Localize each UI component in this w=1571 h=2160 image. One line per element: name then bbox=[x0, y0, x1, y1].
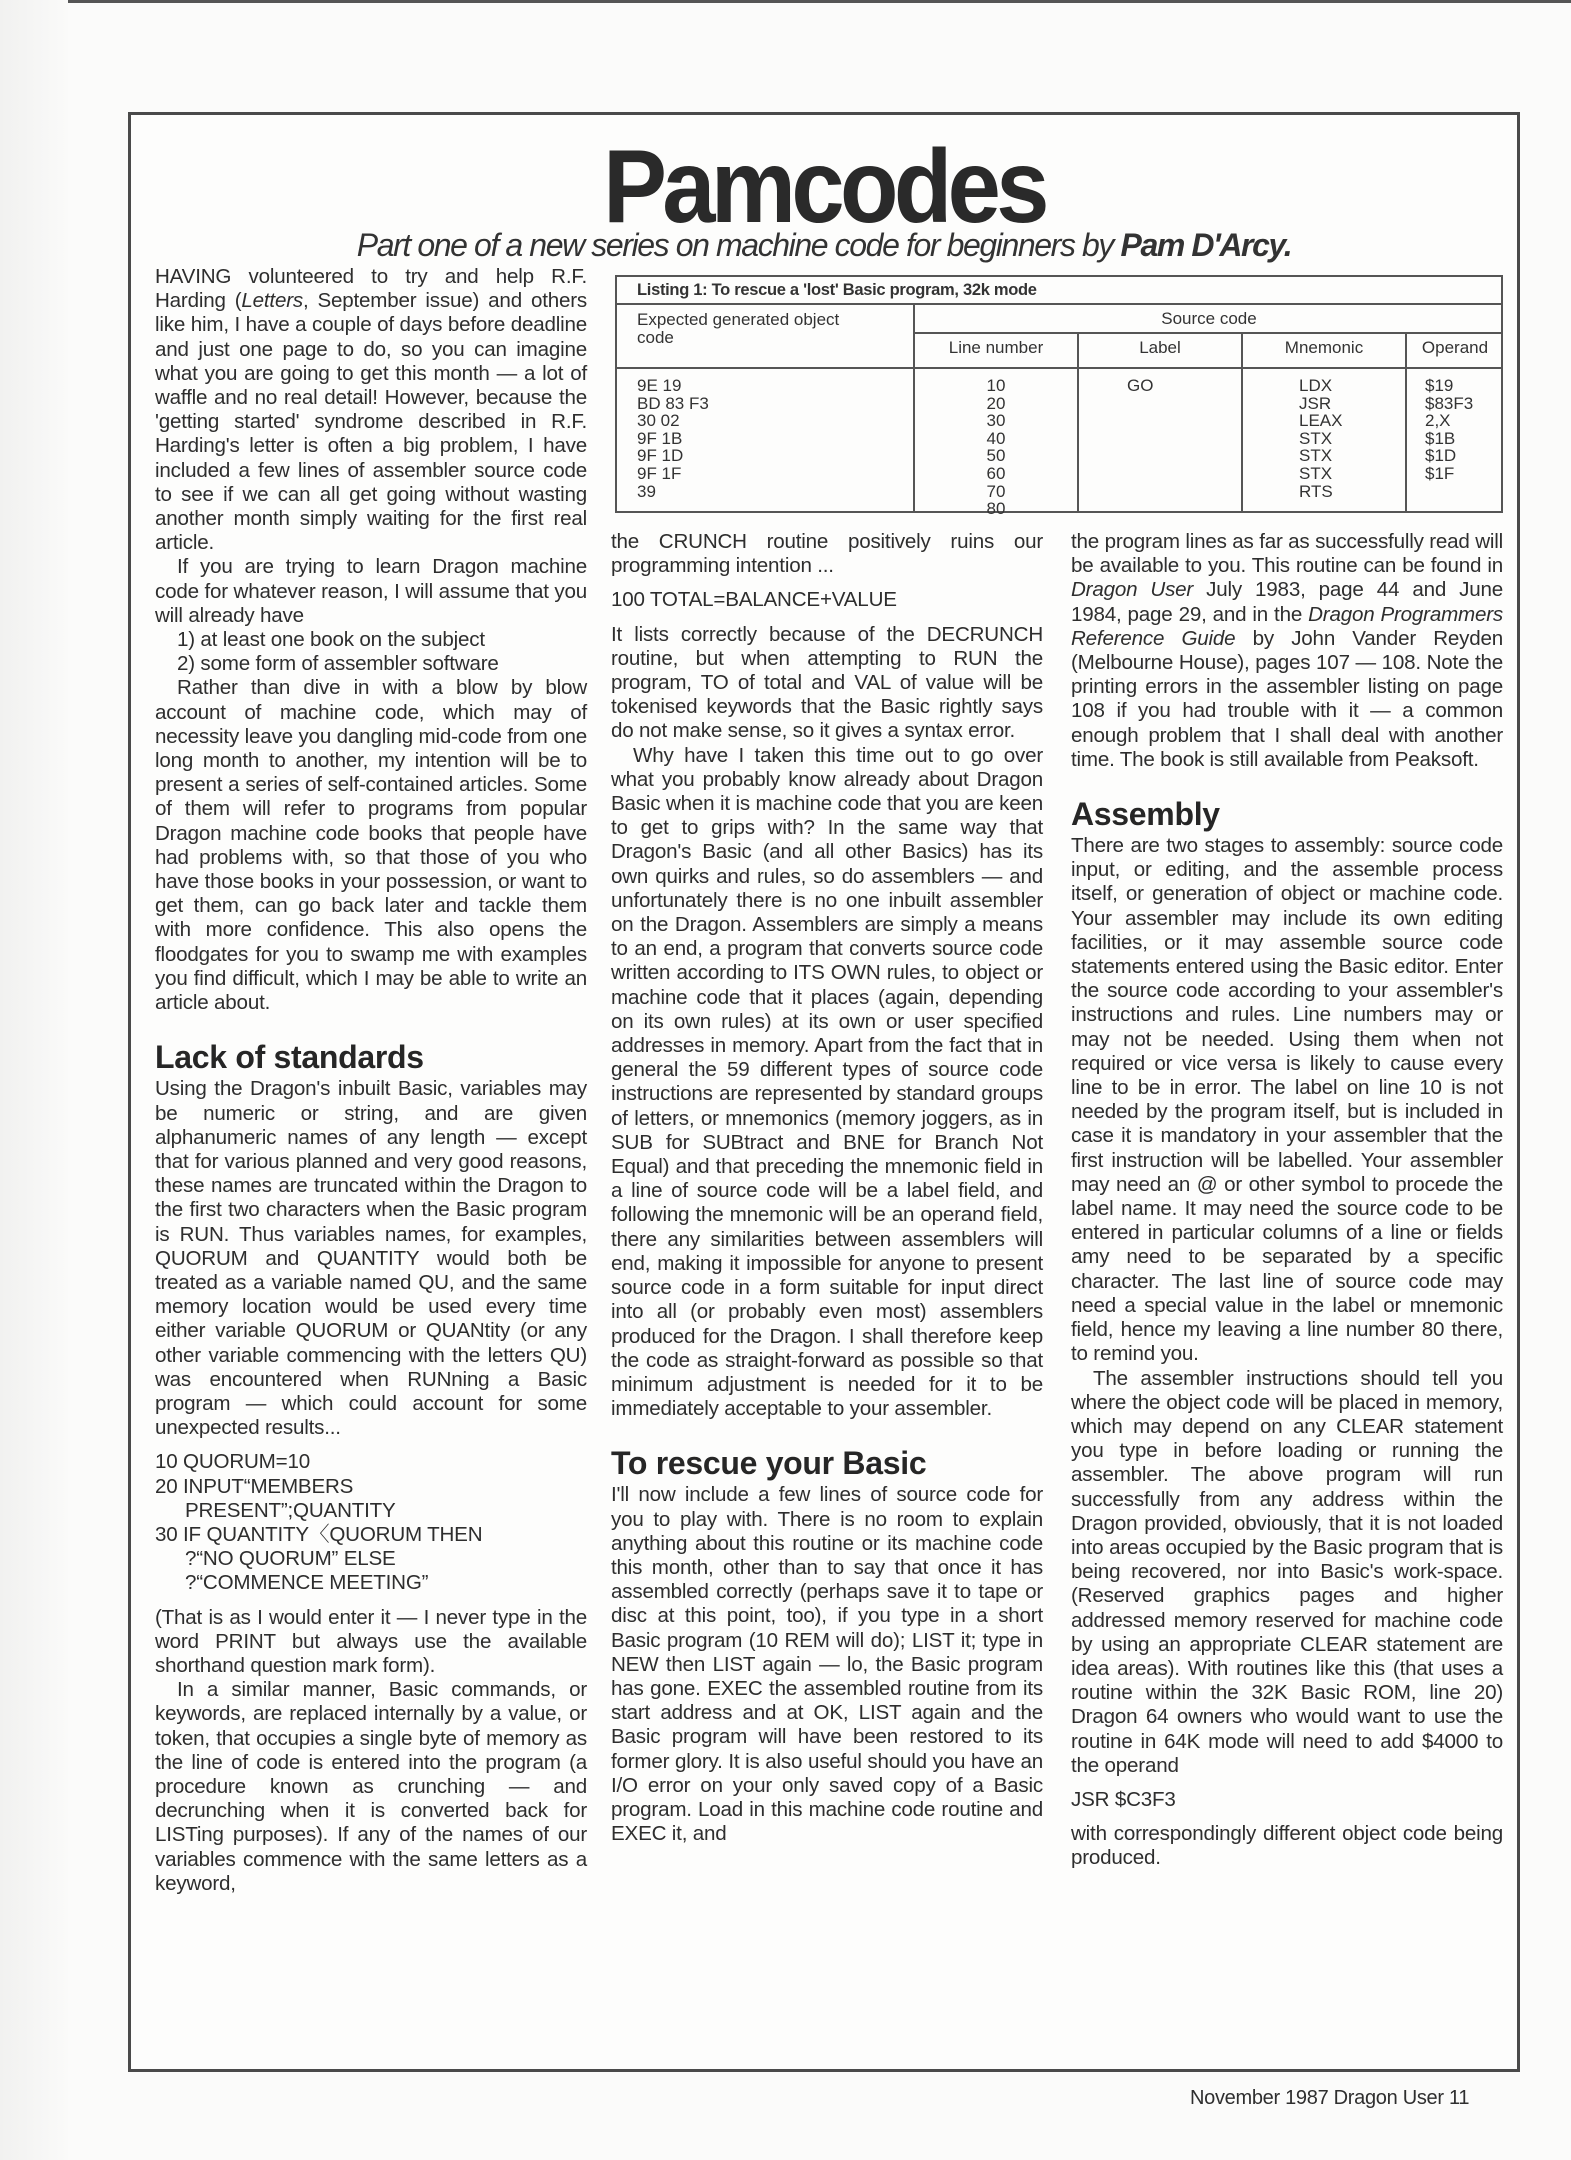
listing-cell-label bbox=[1127, 500, 1153, 518]
paragraph: In a similar manner, Basic commands, or keywords, are replaced internally by a value, or token, that occupies a single byte of memory as the line of code is entered into the program (a procedure known as crunching — and decrunching when it is converted back for LISTing purposes). If any of the names of our variables commence with the same letters as a keyword, bbox=[155, 1678, 587, 1895]
listing-cell-line: 30 bbox=[986, 411, 1006, 431]
list-item: 1) at least one book on the subject bbox=[177, 628, 485, 652]
row-divider bbox=[913, 332, 1501, 334]
listing-cell-object: 9F 1B bbox=[637, 428, 683, 448]
heading-lack-of-standards: Lack of standards bbox=[155, 1039, 424, 1076]
listing-cell-mnemonic bbox=[1299, 500, 1342, 518]
page-left-shadow bbox=[0, 0, 68, 2160]
listing-cell-mnemonic: STX bbox=[1299, 463, 1333, 483]
listing-cell-line: 70 bbox=[986, 481, 1006, 501]
paragraph: It lists correctly because of the DECRUNCH routine, but when attempting to RUN the program, TO of total and VAL of value will be tokenised keywords that the Basic rightly says do not make sense, so it gives a syntax error. bbox=[611, 622, 1043, 743]
paragraph: Why have I taken this time out to go over what you probably know already about Dragon Basic when it is machine code that you are keen to get to grips with? In the same way that Dragon's Basic (and all other Basics) has its own quirks and rules, so do assemblers — and unfortunately there is no one inbuilt assembler on the Dragon. Assemblers are simply a means to an end, a program that converts source code written according to ITS OWN rules, to object or machine code that it places (again, depending on its own rules) at its own or user specified addresses in memory. Apart from the fact that in general the 59 different types of source code instructions are represented by standard groups of letters, or mnemonics (memory joggers, as in SUB for SUBtract and BNE for Branch Not Equal) and that preceding the mnemonic field in a line of source code will be a label field, and following the mnemonic will be an operand field, there any similarities between assemblers will end, making it impossible for anyone to present source code in a form suitable for input direct into all (or probably even most) assemblers produced for the Dragon. I shall therefore keep the code as straight-forward as possible so that minimum adjustment is needed for it to be immediately acceptable to your assembler. bbox=[611, 743, 1043, 1421]
listing-cell-label: GO bbox=[1127, 376, 1154, 395]
magazine-reference: Dragon User bbox=[1071, 578, 1194, 602]
header-source-code: Source code bbox=[1161, 309, 1257, 328]
paragraph: with correspondingly different object code being produced. bbox=[1071, 1822, 1503, 1870]
article-subtitle bbox=[131, 227, 1517, 264]
header-line-number: Line number bbox=[948, 338, 1044, 357]
code-line: 20 INPUT“MEMBERS bbox=[155, 1474, 354, 1498]
listing-cell-operand: $19 bbox=[1425, 376, 1454, 395]
text-run: HAVING volunteered to try and help R.F. Harding ( bbox=[155, 265, 587, 313]
column-3 bbox=[1071, 530, 1503, 1871]
listing-cell-mnemonic: STX bbox=[1299, 428, 1333, 448]
paragraph: The assembler instructions should tell you where the object code will be placed in memory, which may depend on any CLEAR statement you type in before loading or running the assembler. The above program will run successfully from any address within the Dragon provided, obviously, that it is not loaded into areas occupied by the Basic program that is being recovered, nor into Basic's work-space. (Reserved graphics pages and higher addressed memory reserved for machine code by using an appropriate CLEAR statement are idea areas). With routines like this (that uses a routine within the 32K Basic ROM, line 20) Dragon 64 owners who would want to use the routine in 64K mode will need to add $4000 to the operand bbox=[1071, 1366, 1503, 1777]
letters-reference: Letters bbox=[241, 289, 303, 313]
page-top-edge bbox=[0, 0, 1571, 3]
heading-assembly: Assembly bbox=[1071, 796, 1220, 833]
listing-caption: Listing 1: To rescue a 'lost' Basic program, 32k mode bbox=[617, 277, 1501, 305]
line-number-column bbox=[915, 377, 1077, 518]
listing-cell-label bbox=[1127, 447, 1153, 465]
paragraph bbox=[1071, 530, 1503, 772]
basic-code-example bbox=[155, 1450, 587, 1595]
row-divider bbox=[617, 367, 1501, 369]
paragraph: Using the Dragon's inbuilt Basic, variables may be numeric or string, and are given alphanumeric names of any length — except that for various planned and very good reasons, these names are truncated within the Dragon to the first two characters when the Basic program is RUN. Thus variables names, for examples, QUORUM and QUANTITY would both be treated as a variable named QU, and the same memory location would be used every time either variable QUORUM or QUANtity (or any other variable commencing with the letters QU) was encountered when RUNning a Basic program — which could account for some unexpected results... bbox=[155, 1077, 587, 1440]
operand-column bbox=[1425, 377, 1473, 518]
listing-cell-label bbox=[1127, 412, 1153, 430]
intro-paragraph bbox=[155, 265, 587, 555]
listing-cell-object: 9F 1D bbox=[637, 446, 684, 466]
listing-cell-line: 80 bbox=[986, 499, 1006, 519]
listing-cell-mnemonic: JSR bbox=[1299, 393, 1332, 413]
listing-cell-mnemonic: RTS bbox=[1299, 481, 1333, 501]
listing-cell-line: 10 bbox=[986, 376, 1006, 395]
listing-1-table bbox=[615, 275, 1503, 519]
paragraph: I'll now include a few lines of source code for you to play with. There is no room to explain anything about this routine or its machine code this month, other than to say that once it has assembled correctly (perhaps save it to tape or disc at this point, too), if you type in a short Basic program (10 REM will do); LIST it; type in NEW then LIST again — lo, the Basic program has gone. EXEC the assembled routine from its start address and at OK, LIST again and the Basic program will have been restored to its former glory. It is also useful should you have an I/O error on your only saved copy of a Basic program. Load in this machine code routine and EXEC it, and bbox=[611, 1483, 1043, 1846]
listing-cell-operand: $1B bbox=[1425, 428, 1456, 448]
listing-cell-line: 60 bbox=[986, 463, 1006, 483]
listing-cell-operand: $1F bbox=[1425, 463, 1455, 483]
listing-cell-operand: $83F3 bbox=[1425, 393, 1474, 413]
listing-cell-object: BD 83 F3 bbox=[637, 393, 709, 413]
text-run: the program lines as far as successfully read will be available to you. This routine can be found in bbox=[1071, 530, 1503, 578]
paragraph: the CRUNCH routine positively ruins our programming intention ... bbox=[611, 530, 1043, 578]
listing-cell-label bbox=[1127, 395, 1153, 413]
listing-cell-mnemonic: LEAX bbox=[1299, 411, 1343, 431]
header-mnemonic: Mnemonic bbox=[1284, 338, 1364, 357]
listing-cell-line: 50 bbox=[986, 446, 1006, 466]
column-divider bbox=[1405, 333, 1407, 511]
column-1 bbox=[155, 265, 587, 1896]
listing-cell-label bbox=[1127, 430, 1153, 448]
listing-cell-label bbox=[1127, 483, 1153, 501]
text-run: by John Vander Reyden (Melbourne House), pages 107 — 108. Note the printing errors in the assembler listing on page 108 if you had trouble with it — a common enough problem that I shall deal with another time. The book is still available from Peaksoft. bbox=[1071, 626, 1503, 771]
listing-cell-object: 9F 1F bbox=[637, 463, 682, 483]
code-line: PRESENT”;QUANTITY bbox=[185, 1498, 396, 1522]
listing-cell-mnemonic: LDX bbox=[1299, 376, 1333, 395]
listing-cell-object: 39 bbox=[637, 481, 656, 501]
listing-cell-line: 20 bbox=[986, 393, 1006, 413]
code-line: 30 IF QUANTITY〈QUORUM THEN bbox=[155, 1522, 483, 1546]
text-run: July 1983, page 44 and June 1984, page 29, and in the bbox=[1071, 578, 1503, 626]
code-line: ?“COMMENCE MEETING” bbox=[185, 1571, 429, 1595]
author-name: Pam D'Arcy. bbox=[1120, 227, 1292, 263]
header-label: Label bbox=[1139, 338, 1181, 357]
list-item: 2) some form of assembler software bbox=[177, 652, 499, 676]
code-line: ?“NO QUORUM” ELSE bbox=[185, 1547, 396, 1571]
subtitle-text: Part one of a new series on machine code for beginners by bbox=[356, 227, 1121, 263]
paragraph: If you are trying to learn Dragon machine code for whatever reason, I will assume that you will already have bbox=[155, 555, 587, 627]
code-line: 10 QUORUM=10 bbox=[155, 1450, 310, 1474]
basic-code-example: 100 TOTAL=BALANCE+VALUE bbox=[611, 588, 897, 612]
column-divider bbox=[1077, 333, 1079, 511]
column-2 bbox=[611, 530, 1043, 1846]
listing-cell-object: 9E 19 bbox=[637, 376, 682, 395]
book-reference: Dragon Programmers Reference Guide bbox=[1071, 602, 1503, 650]
listing-grid bbox=[617, 305, 1501, 519]
listing-cell-label bbox=[1127, 465, 1153, 483]
listing-cell-object: 30 02 bbox=[637, 411, 680, 431]
listing-cell-operand bbox=[1425, 483, 1473, 501]
heading-rescue-your-basic: To rescue your Basic bbox=[611, 1445, 927, 1482]
paragraph: There are two stages to assembly: source code input, or editing, and the assemble process itself, or generation of object or machine code. Your assembler may include its own editing facilities, or it may assemble source code statements entered using the Basic editor. Enter the source code according to your assembler's instructions and rules. Line numbers may or may not be needed. Using them when not required or vice versa is likely to cause every line to be in error. The label on line 10 is not needed by the program itself, but is included in case it is mandatory in your assembler that the first instruction will be labelled. Your assembler may need an @ or other symbol to procede the label name. It may need the source code to be entered in particular columns of a line or fields amy need to be separated by a specific character. The last line of source code may need a special value in the label or mnemonic field, hence my leaving a line number 80 there, to remind you. bbox=[1071, 834, 1503, 1366]
listing-cell-operand: 2,X bbox=[1425, 411, 1451, 431]
article-frame bbox=[128, 112, 1520, 2072]
paragraph: Rather than dive in with a blow by blow account of machine code, which may of necessity leave you dangling mid-code from one long month to another, my intention will be to present a series of self-contained articles. Some of them will refer to programs from popular Dragon machine code books that people have had problems with, so that those of you who have those books in your possession, or want to get them, can go back later and tackle them with more confidence. This also opens the floodgates for you to swamp me with examples you find difficult, which I may be able to write an article about. bbox=[155, 676, 587, 1015]
listing-cell-operand: $1D bbox=[1425, 446, 1457, 466]
mnemonic-column bbox=[1299, 377, 1342, 518]
listing-cell-object bbox=[637, 500, 709, 518]
object-code-column bbox=[637, 377, 709, 518]
listing-cell-mnemonic: STX bbox=[1299, 446, 1333, 466]
listing-cell-operand bbox=[1425, 500, 1473, 518]
listing-cell-line: 40 bbox=[986, 428, 1006, 448]
page-footer: November 1987 Dragon User 11 bbox=[1190, 2087, 1470, 2109]
paragraph: (That is as I would enter it — I never type in the word PRINT but always use the available shorthand question mark form). bbox=[155, 1605, 587, 1677]
header-object-code: Expected generated object code bbox=[637, 310, 840, 347]
assembler-code-example: JSR $C3F3 bbox=[1071, 1787, 1176, 1811]
article-title: Pamcodes bbox=[603, 129, 1045, 245]
header-operand: Operand bbox=[1421, 338, 1489, 357]
text-run: , September issue) and others like him, I have a couple of days before deadline and just one page to do, so you can imagine what you are going to get this month — a lot of waffle and no real detail! However, because the 'getting started' syndrome described in R.F. Harding's letter is often a big problem, I have included a few lines of assembler source code to see if we can all get going without wasting another month simply waiting for the first real article. bbox=[155, 289, 587, 555]
column-divider bbox=[1241, 333, 1243, 511]
label-column bbox=[1127, 377, 1153, 518]
